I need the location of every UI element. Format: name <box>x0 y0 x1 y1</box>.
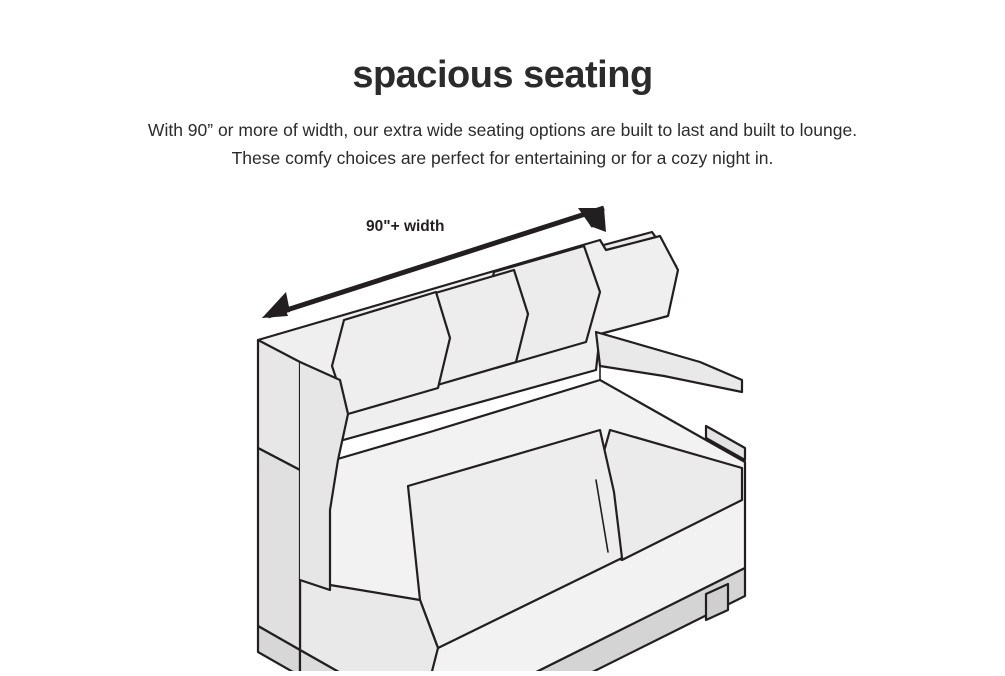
page-title: spacious seating <box>352 54 653 96</box>
sofa-diagram-svg <box>0 180 1005 671</box>
dimension-label: 90"+ width <box>366 218 445 235</box>
sofa-illustration <box>0 180 1005 671</box>
description-line-2: These comfy choices are perfect for entertaining or for a cozy night in. <box>231 148 774 168</box>
description-text <box>0 116 1005 172</box>
description-line-1: With 90” or more of width, our extra wide seating options are built to last and built to lounge. <box>147 120 858 140</box>
